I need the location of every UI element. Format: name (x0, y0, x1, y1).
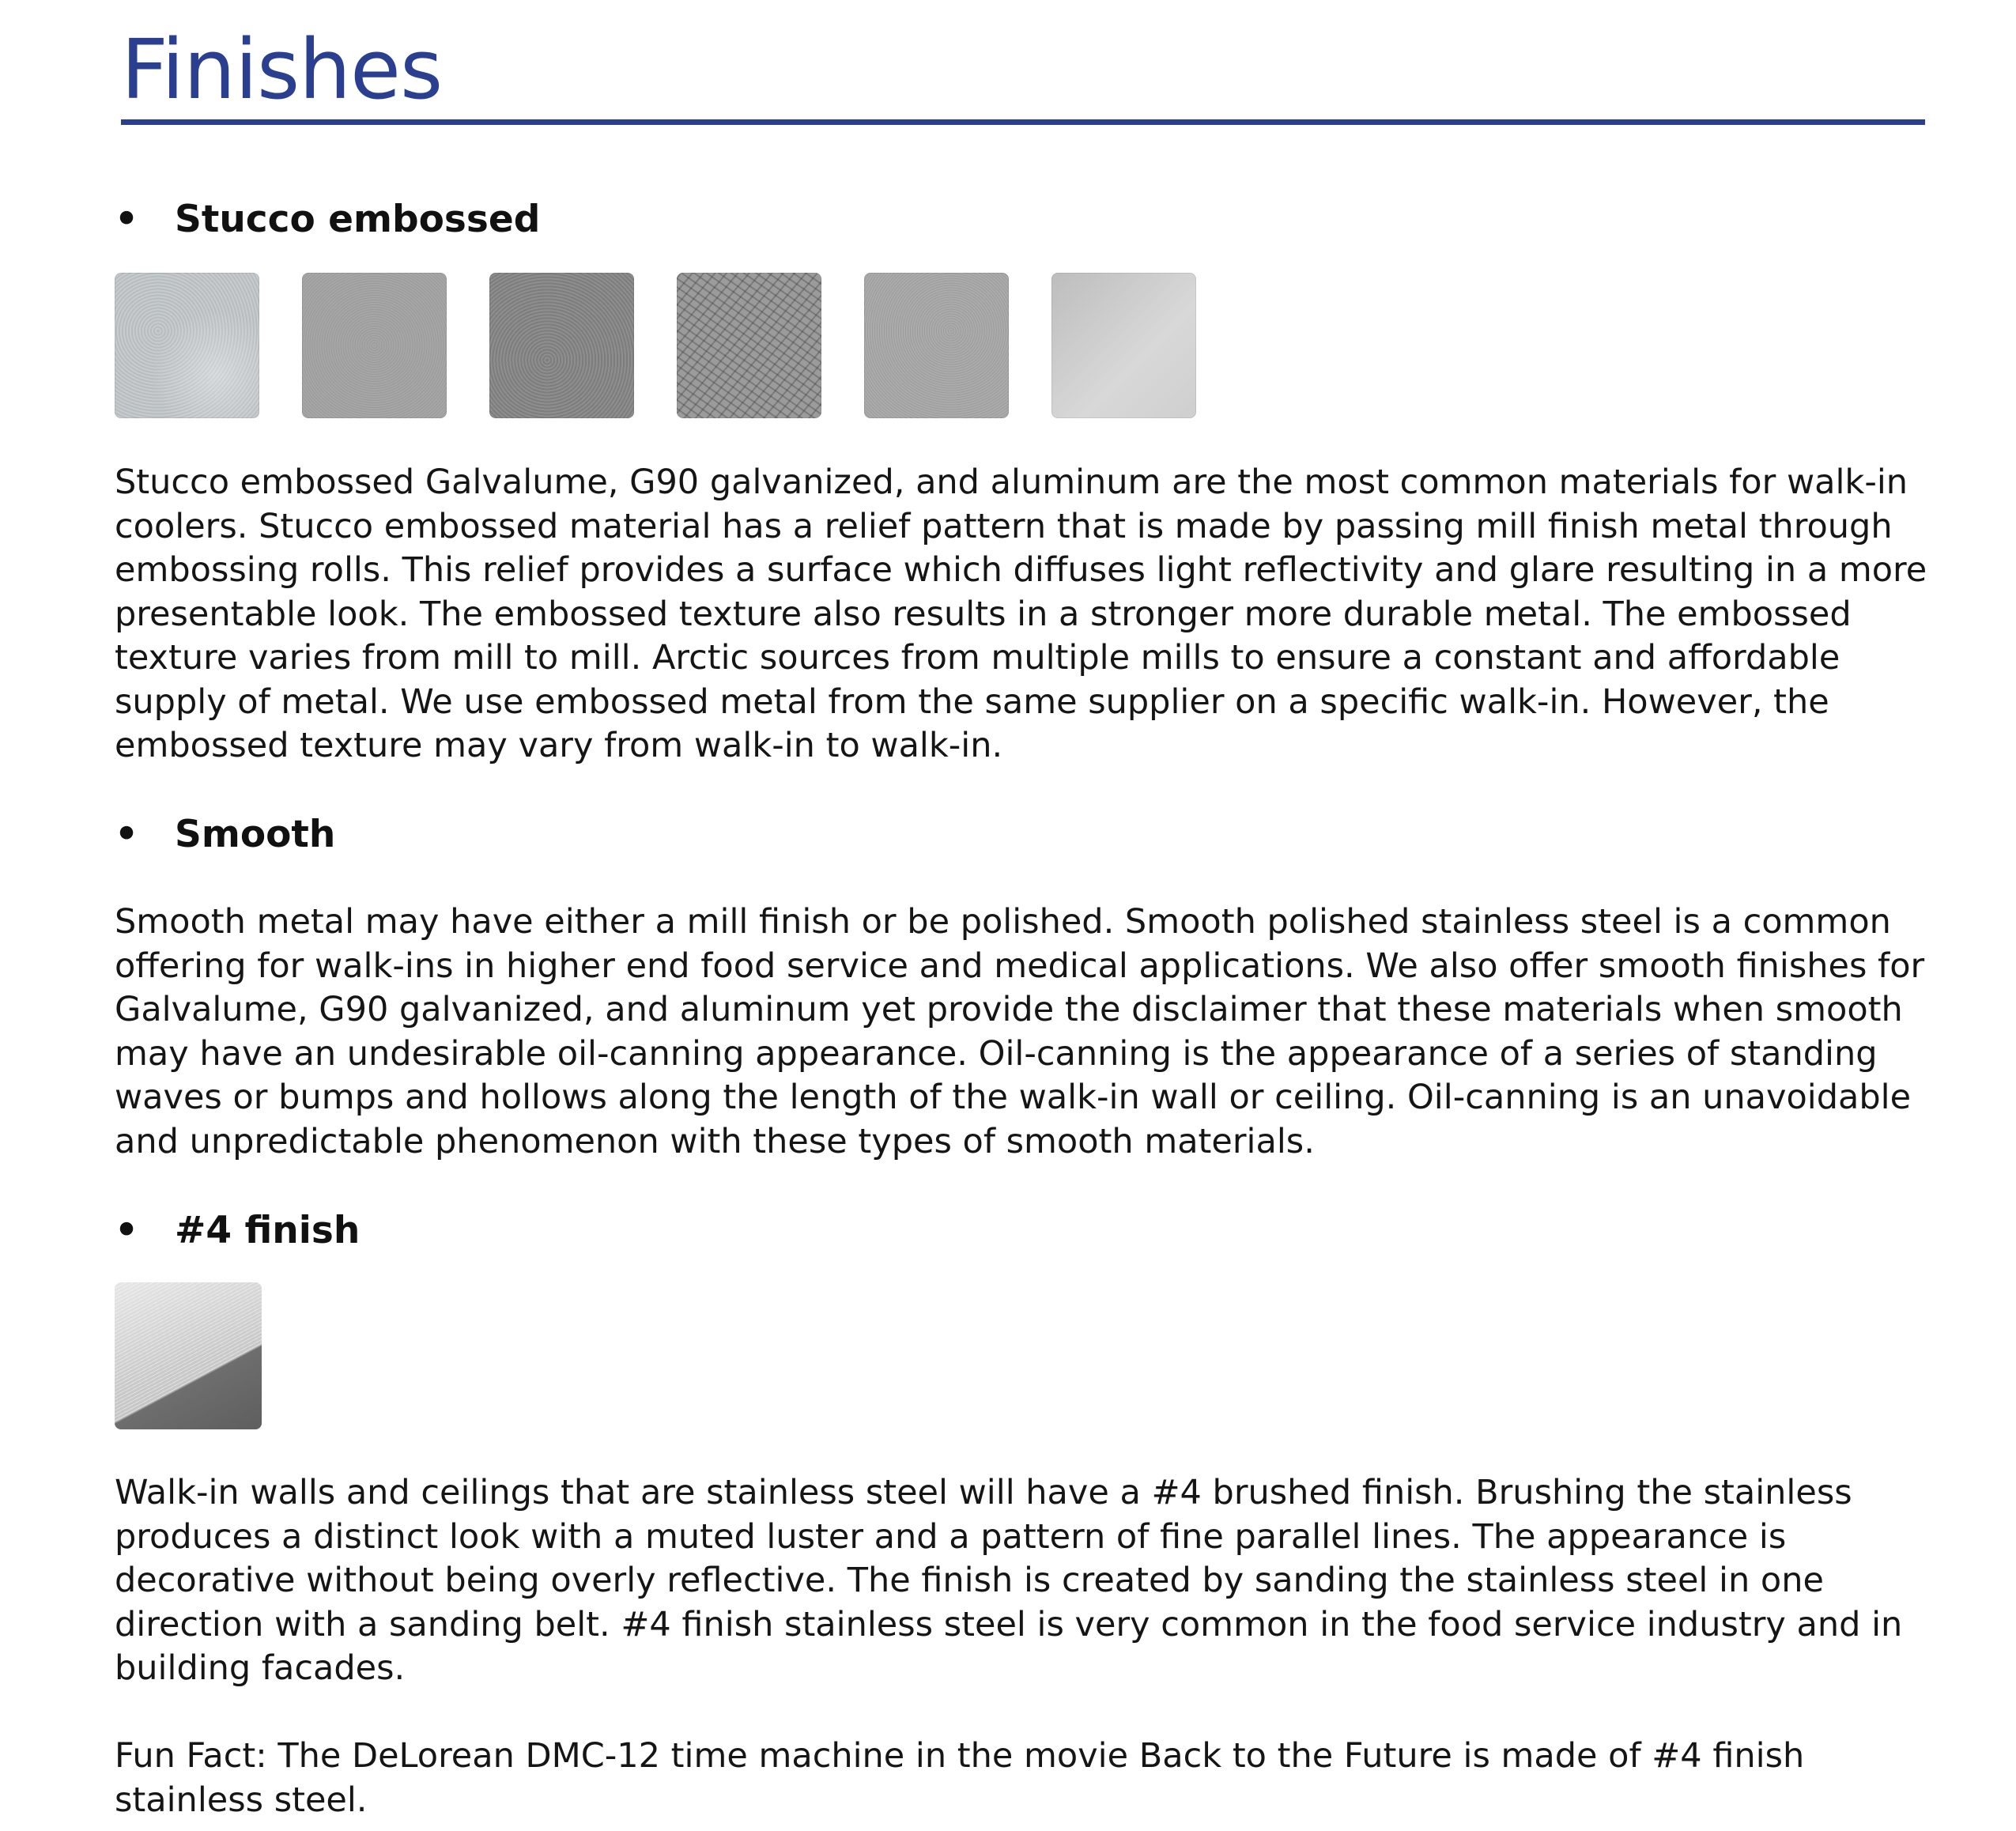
swatch-edge-shadow (115, 1282, 262, 1429)
stucco-swatch-1-icon (115, 273, 259, 418)
section-heading-label: #4 finish (175, 1209, 361, 1252)
stucco-paragraph: Stucco embossed Galvalume, G90 galvanized, and aluminum are the most common materials for walk-in coolers. Stucco embossed material has a relief pattern that is made by passing mill finish metal through embossing rolls. This relief provides a surface which diffuses light reflectivity and glare resulting in a more presentable look. The embossed texture also results in a stronger more durable metal. The embossed texture varies from mill to mill. Arctic sources from multiple mills to ensure a constant and affordable supply of metal. We use embossed metal from the same supplier on a specific walk-in. However, the embossed texture may vary from walk-in to walk-in. (115, 462, 1927, 765)
bullet-icon: • (115, 813, 139, 856)
fun-fact-paragraph: Fun Fact: The DeLorean DMC-12 time machine in the movie Back to the Future is made of #4 finish stainless steel. (115, 1736, 1805, 1820)
stucco-swatch-2-icon (302, 273, 447, 418)
no4-finish-paragraph: Walk-in walls and ceilings that are stainless steel will have a #4 brushed finish. Brushing the stainless produces a distinct look with a muted luster and a pattern of fine parallel lines. The appearance is decorative without being overly reflective. The finish is created by sanding the stainless steel in one direction with a sanding belt. #4 finish stainless steel is very common in the food service industry and in building facades. (115, 1473, 1903, 1688)
section-heading-smooth (115, 813, 335, 857)
section-heading-label: Smooth (175, 813, 336, 856)
title-underline (121, 119, 1925, 125)
section-heading-no4-finish (115, 1209, 360, 1253)
stucco-swatch-5-icon (864, 273, 1009, 418)
section-heading-stucco (115, 198, 540, 242)
stucco-swatch-4-icon (677, 273, 821, 418)
stucco-swatch-6-icon (1051, 273, 1196, 418)
stucco-swatch-3-icon (489, 273, 634, 418)
section-heading-label: Stucco embossed (175, 198, 541, 241)
page-title: Finishes (121, 21, 443, 118)
smooth-paragraph: Smooth metal may have either a mill finish or be polished. Smooth polished stainless steel is a common offering for walk-ins in higher end food service and medical applications. We also offer smooth finishes for Galvalume, G90 galvanized, and aluminum yet provide the disclaimer that these materials when smooth may have an undesirable oil-canning appearance. Oil-canning is the appearance of a series of standing waves or bumps and hollows along the length of the walk-in wall or ceiling. Oil-canning is an unavoidable and unpredictable phenomenon with these types of smooth materials. (115, 902, 1925, 1161)
brushed-stainless-swatch-icon (115, 1282, 262, 1429)
bullet-icon: • (115, 1209, 139, 1252)
bullet-icon: • (115, 198, 139, 241)
